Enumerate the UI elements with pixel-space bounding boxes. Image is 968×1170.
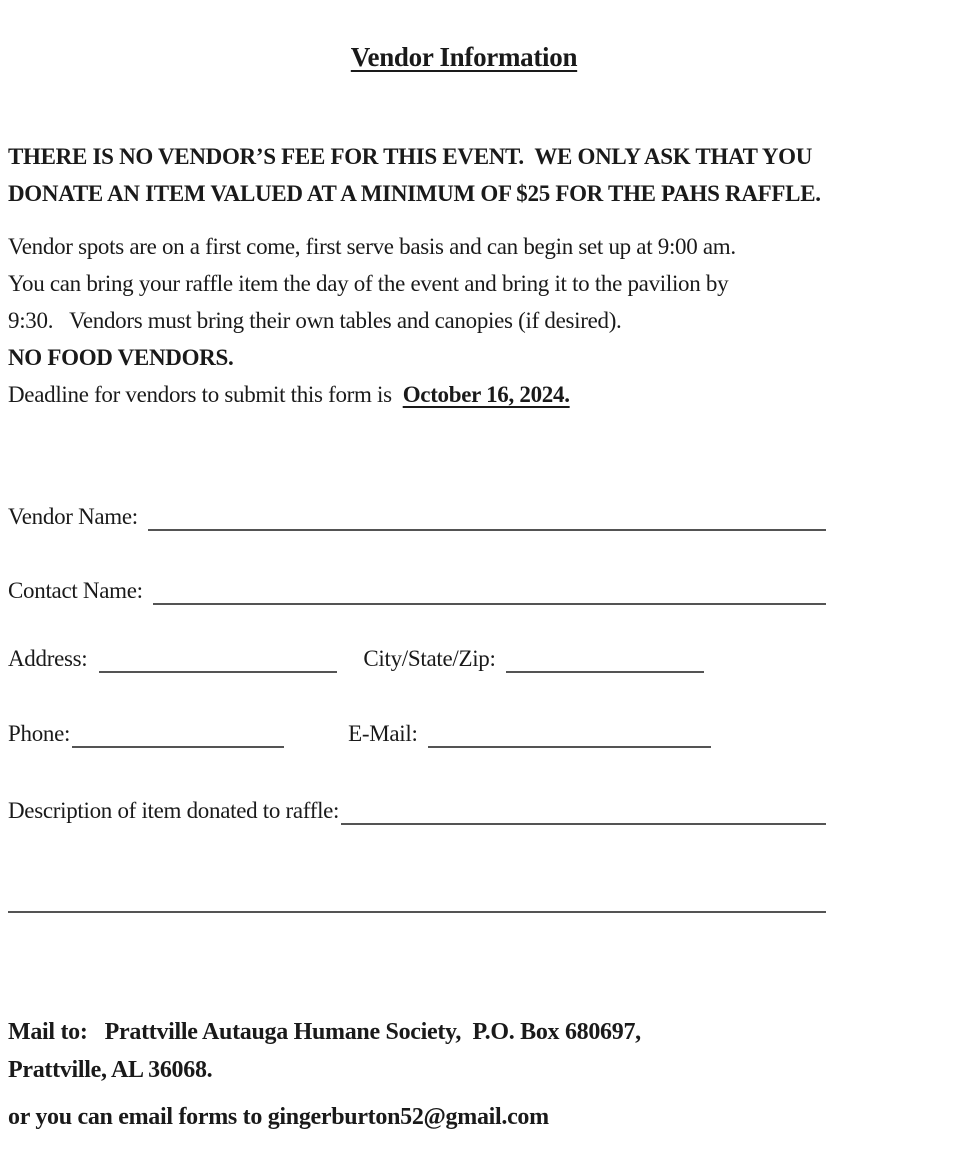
- vendor-name-label: Vendor Name:: [8, 504, 138, 529]
- raffle-item-description-row-2: [8, 887, 826, 913]
- no-fee-notice: [8, 138, 920, 212]
- vendor-name-input-line[interactable]: [148, 505, 826, 531]
- email-label: E-Mail:: [348, 721, 418, 746]
- deadline-line: [8, 376, 920, 413]
- address-input-line[interactable]: [99, 647, 337, 673]
- no-food-vendors-line: NO FOOD VENDORS.: [8, 345, 234, 370]
- raffle-item-description-input-line[interactable]: [341, 799, 826, 825]
- city-state-zip-input-line[interactable]: [506, 647, 704, 673]
- deadline-date: October 16, 2024.: [402, 382, 570, 407]
- raffle-item-description-input-line-2[interactable]: [8, 887, 826, 913]
- deadline-text: Deadline for vendors to submit this form is: [8, 382, 403, 407]
- vendor-details-line-1: Vendor spots are on a first come, first serve basis and can begin set up at 9:00 am.: [8, 234, 736, 259]
- page-title: Vendor Information: [350, 42, 578, 72]
- contact-name-input-line[interactable]: [153, 579, 826, 605]
- raffle-item-description-label: Description of item donated to raffle:: [8, 798, 340, 823]
- raffle-item-description-row: [8, 797, 826, 825]
- vendor-name-row: [8, 503, 826, 531]
- vendor-details-paragraph: [8, 228, 920, 413]
- mail-to-line-2: Prattville, AL 36068.: [8, 1057, 213, 1083]
- address-label: Address:: [8, 646, 88, 671]
- no-fee-notice-line-1: THERE IS NO VENDOR’S FEE FOR THIS EVENT. WE ONLY ASK THAT YOU: [8, 144, 813, 169]
- phone-label: Phone:: [8, 721, 71, 746]
- vendor-details-line-3: 9:30. Vendors must bring their own tables and canopies (if desired).: [8, 308, 622, 333]
- city-state-zip-label: City/State/Zip:: [363, 646, 496, 671]
- vendor-details-line-2: You can bring your raffle item the day of the event and bring it to the pavilion by: [8, 271, 729, 296]
- no-fee-notice-line-2: DONATE AN ITEM VALUED AT A MINIMUM OF $25 FOR THE PAHS RAFFLE.: [8, 181, 821, 206]
- contact-name-row: [8, 577, 826, 605]
- contact-name-label: Contact Name:: [8, 578, 143, 603]
- phone-row: [8, 720, 826, 748]
- phone-input-line[interactable]: [72, 722, 284, 748]
- email-input-line[interactable]: [428, 722, 711, 748]
- email-instruction-line: or you can email forms to gingerburton52@gmail.com: [8, 1104, 549, 1130]
- address-row: [8, 645, 826, 673]
- mailing-instructions: [8, 1013, 920, 1089]
- mail-to-line-1: Mail to: Prattville Autauga Humane Society, P.O. Box 680697,: [8, 1019, 641, 1045]
